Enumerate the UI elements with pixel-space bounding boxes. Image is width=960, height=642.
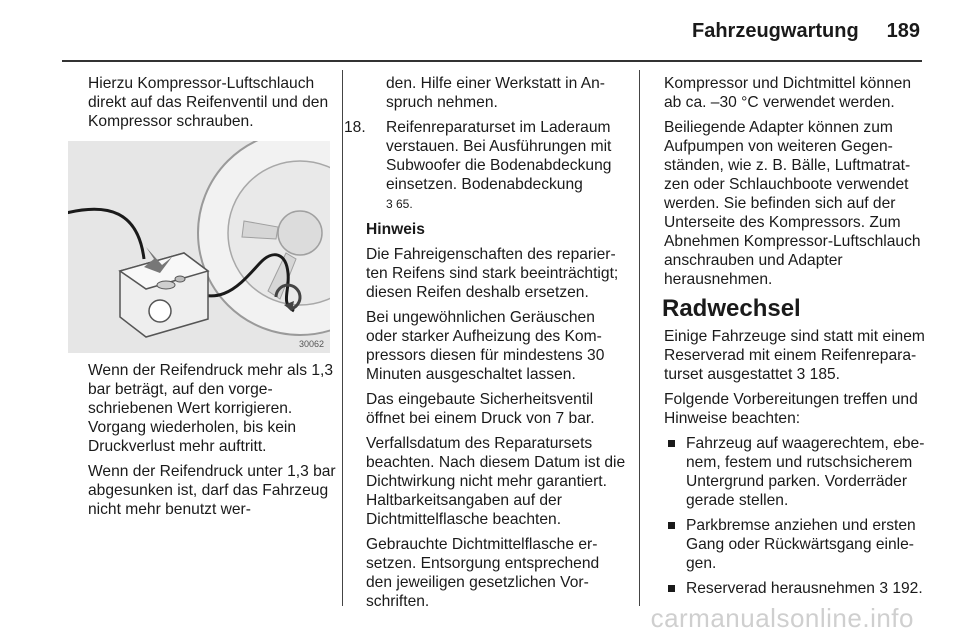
page-header-title: Fahrzeugwartung: [692, 20, 859, 42]
paragraph-repair-kit: [664, 327, 926, 384]
paragraph-repair-kit-text: Einige Fahrzeuge sind statt mit einem Reserverad mit einem Reifenreparaturset ausgestattet: [664, 328, 925, 383]
paragraph-preparations: Folgende Vorbereitungen treffen und Hinweise beachten:: [664, 391, 918, 427]
bullet-text: Parkbremse anziehen und ersten Gang oder Rückwärtsgang einlegen.: [686, 517, 916, 572]
paragraph-pressure-below: Wenn der Reifendruck unter 1,3 bar abgesunken ist, darf das Fahrzeug nicht mehr benutzt wer-: [88, 463, 336, 518]
list-item-number: 18.: [344, 119, 366, 136]
column-2: [344, 74, 626, 617]
page-reference: 3 65.: [386, 197, 413, 211]
paragraph-pressure-above: Wenn der Reifendruck mehr als 1,3 bar beträgt, auf den vorgeschriebenen Wert korrigieren. Vorgang wiederholen, bis kein Druckverlust mehr auftritt.: [88, 362, 333, 455]
wheel-hub: [278, 211, 322, 255]
bullet-item: [664, 434, 926, 510]
page-reference: 3 185.: [796, 366, 840, 383]
column-1: [88, 74, 336, 525]
note-heading: Hinweis: [366, 221, 425, 238]
paragraph-temperature: Kompressor und Dichtmittel können ab ca. –30 °C verwendet werden.: [664, 75, 912, 111]
continued-text: den. Hilfe einer Werkstatt in Anspruch nehmen.: [386, 75, 605, 111]
column-divider-2: [639, 70, 640, 606]
page-number: 189: [886, 20, 920, 42]
pressure-gauge: [149, 300, 171, 322]
list-item-18: [344, 118, 626, 214]
figure-code: 30062: [298, 339, 324, 349]
compressor-port: [175, 276, 185, 282]
paragraph-adapters: Beiliegende Adapter können zum Aufpumpen von weiteren Gegenständen, wie z. B. Bälle, Luftmatratzen oder Schlauchboote verwendet werden. Sie befinden sich auf der Unterseite des Kompressors. Zum Abnehmen Kompressor-Luftschlauch anschrauben und Adapter herausnehmen.: [664, 119, 921, 288]
watermark: carmanualsonline.info: [650, 603, 914, 633]
page-reference: 3 192.: [879, 580, 923, 597]
intro-paragraph: Hierzu Kompressor-Luftschlauch direkt auf das Reifenventil und den Kompressor schrauben.: [88, 75, 329, 130]
compressor-switch: [157, 281, 175, 289]
bullet-square-icon: [668, 522, 675, 529]
header-divider: [62, 60, 922, 62]
column-3: [664, 74, 926, 604]
bullet-text: Fahrzeug auf waagerechtem, ebenem, festem und rutschsicherem Untergrund parken. Vorderräder gerade stellen.: [686, 435, 925, 509]
column-divider-1: [342, 70, 343, 606]
bullet-item: [664, 579, 926, 598]
bullet-item: [664, 516, 926, 573]
section-heading: Radwechsel: [662, 295, 801, 322]
note-paragraph-4: Verfallsdatum des Reparatursets beachten. Nach diesem Datum ist die Dichtwirkung nicht mehr garantiert. Haltbarkeitsangaben auf der Dichtmittelflasche beachten.: [366, 435, 626, 528]
bullet-text: Reserverad herausnehmen: [686, 580, 875, 597]
list-item-text: Reifenreparaturset im Laderaum verstauen. Bei Ausführungen mit Subwoofer die Bodenabdeckung einsetzen. Bodenabdeckung: [386, 119, 612, 193]
compressor-illustration-svg: [68, 141, 330, 353]
note-paragraph-3: Das eingebaute Sicherheitsventil öffnet bei einem Druck von 7 bar.: [366, 391, 595, 427]
bullet-square-icon: [668, 585, 675, 592]
compressor-illustration: [68, 141, 330, 353]
note-paragraph-1: Die Fahreigenschaften des reparierten Reifens sind stark beeinträchtigt; diesen Reifen deshalb ersetzen.: [366, 246, 619, 301]
bullet-square-icon: [668, 440, 675, 447]
note-paragraph-5: Gebrauchte Dichtmittelflasche ersetzen. Entsorgung entsprechend den jeweiligen gesetzlichen Vorschriften.: [366, 536, 600, 610]
note-paragraph-2: Bei ungewöhnlichen Geräuschen oder starker Aufheizung des Kompressors diesen für mindestens 30 Minuten ausgeschaltet lassen.: [366, 309, 605, 383]
